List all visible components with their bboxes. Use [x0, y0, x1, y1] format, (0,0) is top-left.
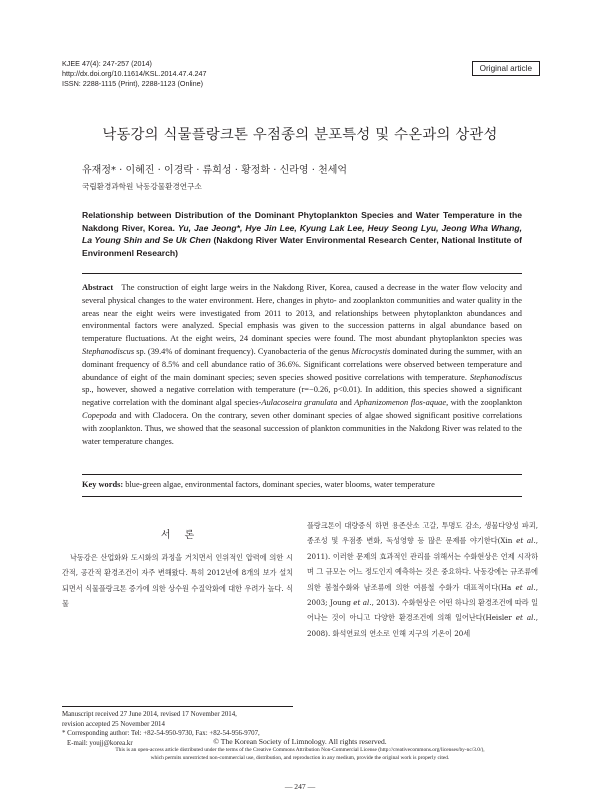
keywords-text: blue-green algae, environmental factors, dominant species, water blooms, water temperature	[123, 480, 435, 489]
abstract-text: , with the zooplankton	[446, 398, 523, 408]
intro-left-column	[62, 550, 293, 612]
abstract-text: dominated during the summer, with an dominant frequency of 8.5% and cell abundance ratio of 36.6%. Significant correlations were observed between temperature and abundance of eight of the main dominant species; seven species showed positive correlations with temperature.	[82, 346, 522, 382]
species-name: Aulacoseira granulata	[261, 398, 338, 408]
intro-text: , 2011). 이러한 문제의 효과적인 관리를 위해서는 수화현상은 언제 시작하며 그 규모는 어느 정도인지 예측하는 것은 중요하다. 낙동강에는 규조류에 의한 봄철수화와 남조류에 의한 여름철 수화가 대표적이다(Ha	[307, 536, 538, 592]
abstract-text: sp. (39.4% of dominant frequency). Cyanobacteria of the genus	[134, 346, 352, 356]
species-name: Aphanizomenon flos-aquae	[354, 398, 447, 408]
footnote-rule	[62, 706, 293, 707]
abstract-text: and with Cladocera. On the contrary, seven other dominant species of algae showed significant positive correlations with zooplankton. Thus, we showed that the seasonal succession of plankton communities in the Nakdong River was related to the water temperature changes.	[82, 410, 522, 446]
doi-link[interactable]: http://dx.doi.org/10.11614/KSL.2014.47.4.247	[62, 69, 207, 79]
citation-etal: et al.	[353, 598, 372, 608]
intro-text: , 2008). 화석연료의 연소로 인해 지구의 기온이 20세	[307, 613, 538, 638]
keywords-label: Key words:	[82, 480, 124, 489]
english-authors: Yu, Jae Jeong*, Hye Jin Lee, Kyung Lak Lee, Heuy Seong Lyu, Jeong Wha Whang, La Young Shin and Se Uk Chen	[82, 222, 522, 246]
intro-right-column	[307, 518, 538, 641]
korean-affiliation: 국립환경과학원 낙동강물환경연구소	[82, 182, 202, 191]
english-title-block	[82, 209, 522, 259]
keywords	[82, 480, 522, 489]
abstract-text: sp., however, showed a negative correlation with temperature (r=−0.26, p<0.01). In addition, this species showed a significant negative correlation with the dominant algal species-	[82, 385, 522, 408]
abstract	[82, 282, 522, 448]
section-heading-introduction: 서론	[160, 530, 209, 541]
keywords-bottom-rule	[82, 496, 522, 497]
license-line: which permits unrestricted non-commercial use, distribution, and reproduction in any medium, provide the original work is properly cited.	[150, 755, 450, 762]
intro-text: , 2013). 수화현상은 어떤 하나의 환경조건에 따라 일어나는 것이 아니고 다양한 환경조건에 의해 일어난다(Heisler	[307, 598, 538, 623]
copyright-line: © The Korean Society of Limnology. All rights reserved.	[213, 737, 387, 746]
abstract-top-rule	[82, 273, 522, 274]
received-note: Manuscript received 27 June 2014, revised 17 November 2014,	[62, 711, 237, 718]
page-number: — 247 —	[284, 782, 316, 791]
issn-line: ISSN: 2288-1115 (Print), 2288-1123 (Online)	[62, 79, 204, 89]
citation-etal: et al.	[515, 613, 536, 623]
species-name: Stephanodiscus	[82, 346, 135, 356]
species-name: Microcystis	[351, 346, 391, 356]
intro-text: , 2003; Joung	[307, 582, 538, 608]
license-line: This is an open-access article distributed under the terms of the Creative Commons Attribution Non-Commercial License (http://creativecommons.org/licenses/by-nc/3.0/),	[115, 747, 485, 753]
abstract-text: The construction of eight large weirs in the Nakdong River, Korea, caused a decrease in the water flow velocity and several physical changes to the water environment. Here, changes in phyto- and zooplankton communities and water quality in the areas near the eight weirs were investigated from 2011 to 2013, and relationships between phytoplankton abundances and environmental factors were analyzed. Special emphasis was given to the succession patterns in algal abundance based on temperature fluctuations. At the eight weirs, 24 dominant species were found. The most abundant phytoplankton species was	[82, 283, 522, 344]
license-footer	[0, 737, 600, 763]
abstract-label: Abstract	[82, 283, 114, 292]
intro-text: 플랑크톤이 대량증식 하면 용존산소 고갈, 투명도 감소, 생물다양성 파괴, 종조성 및 우점종 변화, 독성영향 등 많은 문제를 야기한다(Xin	[307, 521, 538, 546]
keywords-top-rule	[82, 474, 522, 475]
abstract-text: and	[337, 398, 355, 408]
english-affiliation: (Nakdong River Water Environmental Research Center, National Institute of Environmenl Research)	[82, 235, 522, 258]
citation-etal: et al.	[516, 536, 536, 546]
species-name: Stephanodiscus	[469, 372, 522, 382]
article-type-badge: Original article	[472, 61, 540, 76]
english-title: Relationship between Distribution of the Dominant Phytoplankton Species and Water Temperature in the Nakdong River, Korea.	[82, 210, 522, 233]
species-name: Copepoda	[82, 410, 117, 420]
journal-header	[62, 59, 207, 90]
korean-title: 낙동강의 식물플랑크톤 우점종의 분포특성 및 수온과의 상관성	[102, 127, 498, 143]
corresponding-author-note: * Corresponding author: Tel: +82-54-950-9730, Fax: +82-54-956-9707,	[62, 730, 260, 737]
accepted-note: revision accepted 25 November 2014	[62, 720, 165, 728]
korean-authors: 유재정* · 이혜진 · 이경락 · 류희성 · 황정화 · 신라영 · 천세억	[82, 165, 348, 176]
intro-paragraph: 낙동강은 산업화와 도시화의 과정을 거치면서 인위적인 압력에 의한 시간적, 공간적 환경조건이 자주 변해왔다. 특히 2012년에 8개의 보가 설치되면서 식물플랑크톤 증가에 의한 상수원 수질악화에 대한 우려가 높다. 식물	[62, 553, 293, 609]
citation-etal: et al.	[515, 582, 536, 592]
journal-citation: KJEE 47(4): 247-257 (2014)	[62, 59, 152, 68]
email-note: E-mail: youjj@korea.kr	[67, 739, 133, 747]
